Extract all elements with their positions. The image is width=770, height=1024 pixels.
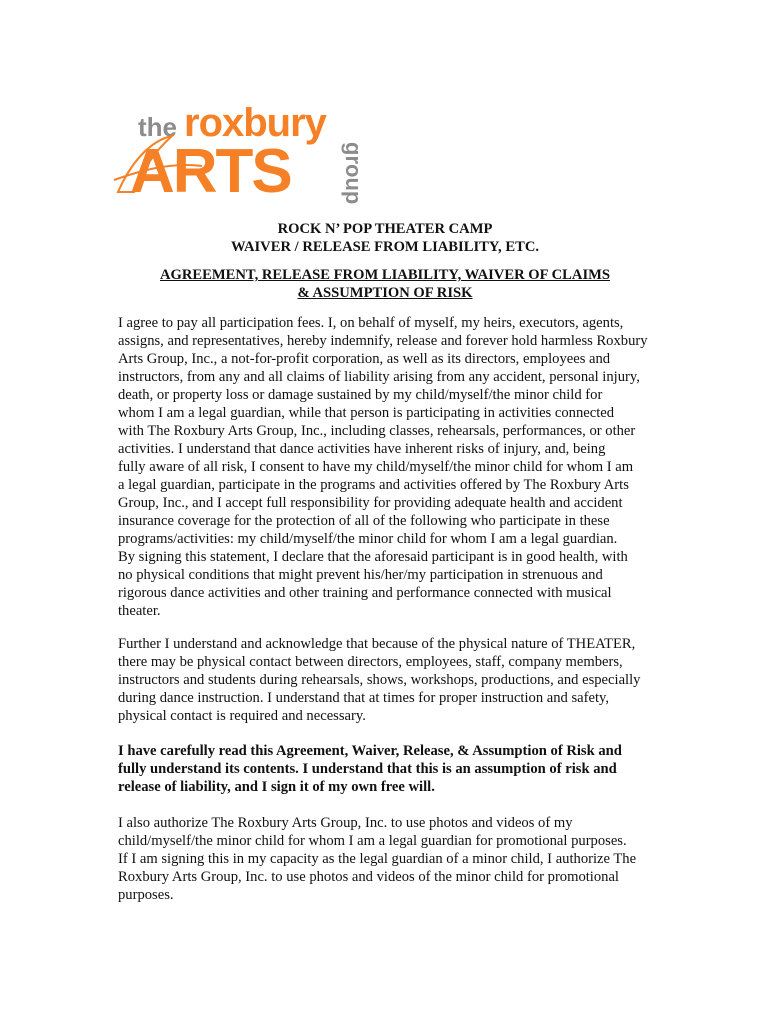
logo-the-text: the — [138, 112, 177, 142]
title-line-2: WAIVER / RELEASE FROM LIABILITY, ETC. — [230, 239, 540, 255]
logo-roxbury-text: roxbury — [184, 101, 326, 145]
roxbury-arts-group-logo — [112, 100, 382, 204]
waiver-paragraph-2: Further I understand and acknowledge that because of the physical nature of THEATER, there may be physical contact between directors, employees, staff, company members, instructors and students during rehearsals, shows, workshops, productions, and especially during dance instruction. I understand that at times for proper instruction and safety, physical contact is required and necessary. — [118, 636, 641, 724]
acknowledgement-paragraph: I have carefully read this Agreement, Waiver, Release, & Assumption of Risk and fully understand its contents. I understand that this is an assumption of risk and release of liability, and I sign it of my own free will. — [118, 743, 622, 795]
title-line-1: ROCK N’ POP THEATER CAMP — [277, 221, 493, 237]
subtitle-line-1: AGREEMENT, RELEASE FROM LIABILITY, WAIVER OF CLAIMS — [159, 267, 611, 283]
waiver-paragraph-1: I agree to pay all participation fees. I, on behalf of myself, my heirs, executors, agents, assigns, and representatives, hereby indemnify, release and forever hold harmless Roxbury Arts Group, Inc., a not-for-profit corporation, as well as its directors, employees and instructors, from any and all claims of liability arising from any accident, personal injury, death, or property loss or damage sustained by my child/myself/the minor child for whom I am a legal guardian, while that person is participating in activities connected with The Roxbury Arts Group, Inc., including classes, rehearsals, performances, or other activities. I understand that dance activities have inherent risks of injury, and, being fully aware of all risk, I consent to have my child/myself/the minor child for whom I am a legal guardian, participate in the programs and activities offered by The Roxbury Arts Group, Inc., and I accept full responsibility for providing adequate health and accident insurance coverage for the protection of all of the following who participate in these programs/activities: my child/myself/the minor child for whom I am a legal guardian. By signing this statement, I declare that the aforesaid participant is in good health, with no physical conditions that might prevent his/her/my participation in strenuous and rigorous dance activities and other training and performance connected with musical theater. — [118, 315, 648, 619]
document-subtitle — [0, 266, 770, 302]
subtitle-line-2: & ASSUMPTION OF RISK — [297, 285, 473, 301]
media-authorization-paragraph: I also authorize The Roxbury Arts Group, Inc. to use photos and videos of my child/myself/the minor child for whom I am a legal guardian for promotional purposes. If I am signing this in my capacity as the legal guardian of a minor child, I authorize The Roxbury Arts Group, Inc. to use photos and videos of the minor child for promotional purposes. — [118, 815, 637, 903]
logo-group-text: group — [341, 142, 366, 204]
logo-arts-text: ARTS — [130, 137, 291, 204]
document-title — [0, 220, 770, 256]
